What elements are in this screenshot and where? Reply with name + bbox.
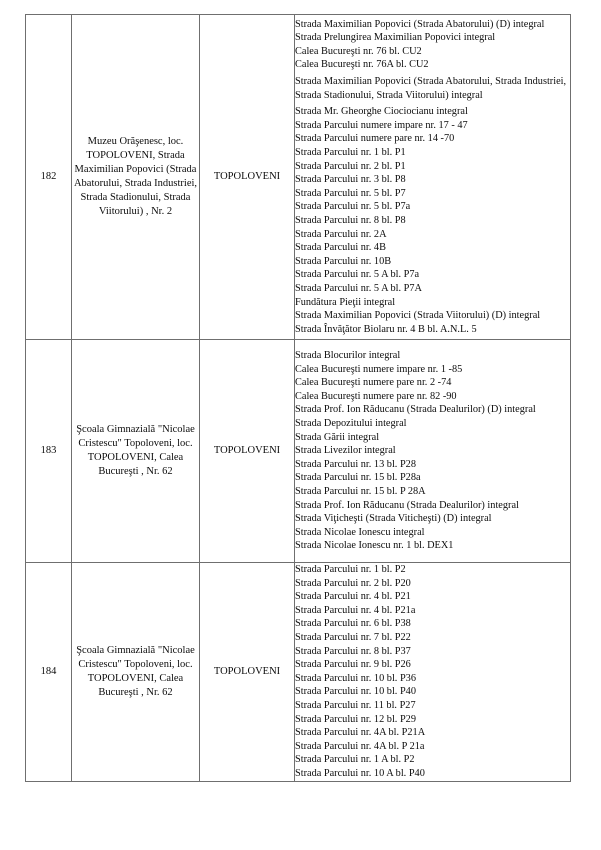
address-line: Calea Bucureşti nr. 76 bl. CU2 — [295, 45, 422, 57]
address-line: Strada Învăţător Biolaru nr. 4 B bl. A.N.L. 5 — [295, 323, 477, 335]
table-row — [26, 340, 571, 563]
row-index: 182 — [40, 171, 57, 183]
address-line: Strada Depozitului integral — [295, 418, 407, 430]
address-line: Strada Parcului nr. 13 bl. P28 — [295, 458, 416, 470]
address-line: Strada Viţicheşti (Strada Viticheşti) (D) integral — [295, 513, 492, 525]
address-line: Strada Parcului nr. 8 bl. P8 — [295, 214, 406, 226]
address-line: Strada Parcului nr. 5 A bl. P7A — [295, 282, 422, 294]
row-index: 184 — [40, 666, 57, 678]
address-line: Strada Maximilian Popovici (Strada Abatorului, Strada Industriei, Strada Stadionului, Strada Viitorului) integral — [295, 76, 567, 101]
table-body — [26, 15, 571, 782]
address-line: Strada Parcului nr. 4 bl. P21 — [295, 591, 411, 603]
table-row — [26, 15, 571, 340]
address-line: Strada Parcului nr. 4B — [295, 242, 386, 254]
row-index-cell — [26, 563, 72, 782]
polling-unit-name: Şcoala Gimnazială "Nicolae Cristescu" Topoloveni, loc. TOPOLOVENI, Calea Bucureşti , Nr. 62 — [76, 424, 195, 477]
polling-unit-cell — [72, 340, 200, 563]
address-line: Strada Parcului nr. 12 bl. P29 — [295, 713, 416, 725]
address-line: Strada Parcului nr. 5 bl. P7 — [295, 187, 406, 199]
address-line: Strada Nicolae Ionescu nr. 1 bl. DEX1 — [295, 540, 454, 552]
address-line: Strada Parcului nr. 4A bl. P21A — [295, 727, 426, 739]
address-line: Strada Prelungirea Maximilian Popovici integral — [295, 32, 496, 44]
address-line: Strada Maximilian Popovici (Strada Viitorului) (D) integral — [295, 310, 541, 322]
address-list-cell — [295, 15, 571, 340]
address-line: Strada Livezilor integral — [295, 445, 396, 457]
locality-cell — [200, 563, 295, 782]
address-line: Strada Parcului nr. 4A bl. P 21a — [295, 740, 425, 752]
address-line: Strada Parcului nr. 1 bl. P2 — [295, 564, 406, 575]
address-group — [295, 105, 570, 336]
address-line: Strada Parcului nr. 10 A bl. P40 — [295, 767, 425, 779]
address-line: Strada Parcului nr. 9 bl. P26 — [295, 659, 411, 671]
address-line: Strada Prof. Ion Răducanu (Strada Dealurilor) integral — [295, 499, 519, 511]
polling-unit-name: Muzeu Orăşenesc, loc. TOPOLOVENI, Strada Maximilian Popovici (Strada Abatorului, Strada Industriei, Strada Stadionului, Strada Viitorului) , Nr. 2 — [73, 136, 198, 217]
address-line: Strada Prof. Ion Răducanu (Strada Dealurilor) (D) integral — [295, 404, 536, 416]
row-index-cell — [26, 340, 72, 563]
polling-unit-name: Şcoala Gimnazială "Nicolae Cristescu" Topoloveni, loc. TOPOLOVENI, Calea Bucureşti , Nr. 62 — [76, 645, 195, 698]
address-list-cell — [295, 563, 571, 782]
address-group — [295, 349, 570, 553]
address-line: Strada Parcului nr. 6 bl. P38 — [295, 618, 411, 630]
polling-unit-cell — [72, 15, 200, 340]
address-line: Calea Bucureşti numere impare nr. 1 -85 — [295, 363, 463, 375]
address-line: Strada Parcului nr. 10 bl. P40 — [295, 686, 416, 698]
address-line: Strada Parcului nr. 11 bl. P27 — [295, 699, 416, 711]
address-group — [295, 563, 570, 781]
locality-name: TOPOLOVENI — [213, 665, 281, 677]
address-line: Strada Parcului nr. 4 bl. P21a — [295, 604, 416, 616]
address-line: Strada Parcului nr. 1 bl. P1 — [295, 147, 406, 159]
locality-cell — [200, 15, 295, 340]
address-line: Strada Parcului nr. 10B — [295, 255, 392, 267]
polling-unit-cell — [72, 563, 200, 782]
address-line: Strada Blocurilor integral — [295, 350, 401, 362]
address-line: Strada Parcului nr. 7 bl. P22 — [295, 631, 411, 643]
address-line: Strada Parcului nr. 3 bl. P8 — [295, 174, 406, 186]
address-line: Strada Parcului nr. 15 bl. P 28A — [295, 485, 426, 497]
address-line: Strada Mr. Gheorghe Ciociocianu integral — [295, 106, 468, 118]
row-index: 183 — [40, 445, 57, 457]
address-line: Strada Parcului nr. 2 bl. P1 — [295, 160, 406, 172]
row-index-cell — [26, 15, 72, 340]
address-group — [295, 75, 570, 102]
address-line: Calea Bucureşti nr. 76A bl. CU2 — [295, 59, 429, 71]
address-line: Strada Parcului numere pare nr. 14 -70 — [295, 133, 455, 145]
address-list-cell — [295, 340, 571, 563]
address-line: Fundătura Pieţii integral — [295, 296, 396, 308]
address-line: Strada Parcului nr. 1 A bl. P2 — [295, 754, 415, 766]
address-line: Strada Parcului nr. 2A — [295, 228, 387, 240]
address-allocation-table — [25, 14, 571, 782]
address-line: Strada Parcului nr. 15 bl. P28a — [295, 472, 421, 484]
address-line: Strada Parcului nr. 8 bl. P37 — [295, 645, 411, 657]
address-line: Strada Nicolae Ionescu integral — [295, 526, 425, 538]
address-line: Strada Parcului nr. 10 bl. P36 — [295, 672, 416, 684]
address-line: Strada Gării integral — [295, 431, 380, 443]
address-line: Strada Maximilian Popovici (Strada Abatorului) (D) integral — [295, 18, 545, 30]
address-line: Calea Bucureşti numere pare nr. 82 -90 — [295, 390, 457, 402]
locality-name: TOPOLOVENI — [213, 445, 281, 457]
table-row — [26, 563, 571, 782]
address-line: Strada Parcului numere impare nr. 17 - 47 — [295, 119, 468, 131]
locality-cell — [200, 340, 295, 563]
locality-name: TOPOLOVENI — [213, 171, 281, 183]
address-line: Strada Parcului nr. 5 bl. P7a — [295, 201, 411, 213]
address-group — [295, 18, 570, 72]
address-line: Strada Parcului nr. 5 A bl. P7a — [295, 269, 420, 281]
address-line: Strada Parcului nr. 2 bl. P20 — [295, 577, 411, 589]
address-line: Calea Bucureşti numere pare nr. 2 -74 — [295, 377, 452, 389]
